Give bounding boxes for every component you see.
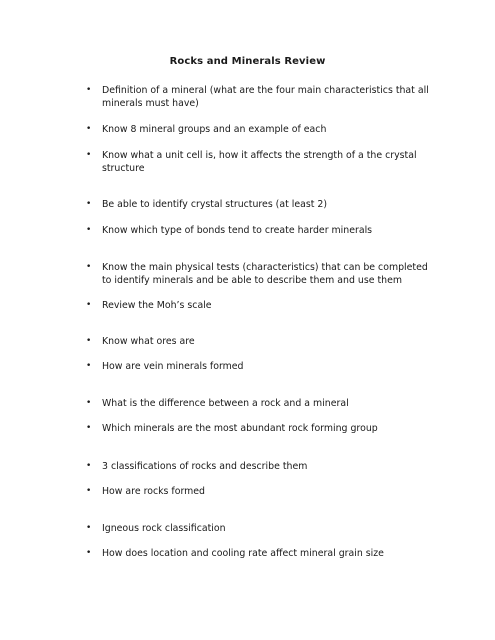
bullet-icon: • [86, 361, 92, 371]
list-item [86, 485, 431, 498]
list-item [86, 335, 431, 348]
list-item-text: Definition of a mineral (what are the four main characteristics that all minerals must have) [102, 85, 429, 109]
bullet-icon: • [86, 423, 92, 433]
list-item [86, 84, 431, 110]
list-item-text: Review the Moh’s scale [102, 300, 212, 311]
document-title: Rocks and Minerals Review [169, 56, 326, 67]
list-item-text: Be able to identify crystal structures (at least 2) [102, 199, 328, 210]
list-item [86, 522, 431, 535]
list-item [86, 360, 431, 373]
list-item [86, 299, 431, 312]
list-item [86, 422, 431, 435]
list-item [86, 460, 431, 473]
bullet-icon: • [86, 124, 92, 134]
list-item-text: Know 8 mineral groups and an example of each [102, 124, 327, 135]
list-item-text: How are rocks formed [102, 486, 205, 497]
list-item [86, 123, 431, 136]
list-item-text: Know which type of bonds tend to create harder minerals [102, 225, 373, 236]
bullet-icon: • [86, 150, 92, 160]
bullet-icon: • [86, 548, 92, 558]
list-item [86, 397, 431, 410]
bullet-icon: • [86, 199, 92, 209]
list-item-text: 3 classifications of rocks and describe them [102, 461, 308, 472]
bullet-icon: • [86, 262, 92, 272]
list-item [86, 224, 431, 237]
bullet-icon: • [86, 300, 92, 310]
list-item [86, 149, 431, 175]
list-item [86, 547, 431, 560]
list-item-text: Know what ores are [102, 336, 195, 347]
bullet-icon: • [86, 523, 92, 533]
list-item-text: Know the main physical tests (characteristics) that can be completed to identify minerals and be able to describe them and use them [102, 262, 428, 286]
bullet-icon: • [86, 486, 92, 496]
list-item-text: How are vein minerals formed [102, 361, 244, 372]
bullet-icon: • [86, 398, 92, 408]
list-item-text: Which minerals are the most abundant rock forming group [102, 423, 378, 434]
list-item-text: Igneous rock classification [102, 523, 226, 534]
bullet-icon: • [86, 225, 92, 235]
list-item [86, 261, 431, 287]
list-item [86, 198, 431, 211]
bullet-icon: • [86, 461, 92, 471]
bullet-icon: • [86, 336, 92, 346]
list-item-text: Know what a unit cell is, how it affects the strength of a the crystal structure [102, 150, 417, 174]
list-item-text: What is the difference between a rock and a mineral [102, 398, 349, 409]
list-item-text: How does location and cooling rate affect mineral grain size [102, 548, 384, 559]
bullet-icon: • [86, 85, 92, 95]
